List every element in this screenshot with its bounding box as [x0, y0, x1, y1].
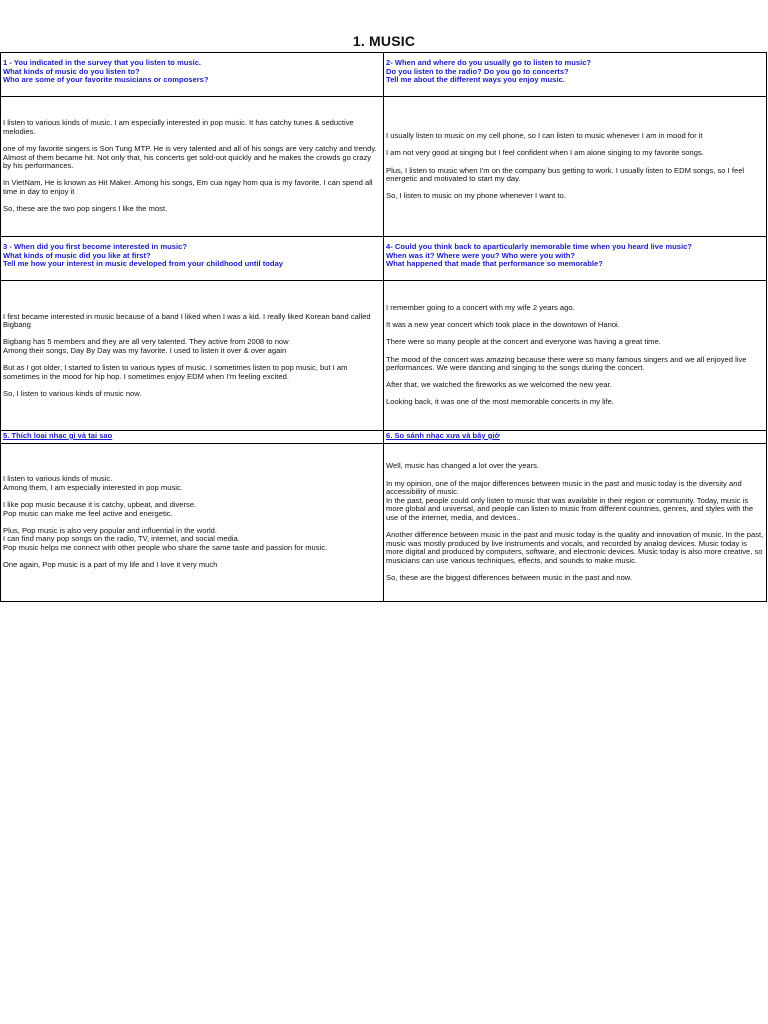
- answer-cell: [1, 444, 384, 602]
- answer-paragraph: But as I got older, I started to listen to various types of music. I sometimes listen to pop music, but I am sometimes in the mood for hip hop. I sometimes enjoy EDM when I'm feeling excited.: [3, 363, 348, 381]
- answer-paragraph: The mood of the concert was amazing because there were so many famous singers and we all enjoyed live performances. We were dancing and singing to the songs during the concert.: [386, 354, 747, 373]
- answer-paragraph: So, these are the biggest differences between music in the past and now.: [386, 573, 632, 583]
- page-title: 1. MUSIC: [352, 33, 416, 49]
- answer-paragraph: After that, we watched the fireworks as we welcomed the new year.: [386, 380, 612, 390]
- question-line: Who are some of your favorite musicians or composers?: [3, 75, 209, 85]
- answer-paragraph: one of my favorite singers is Son Tung MTP. He is very talented and all of his songs are very catchy and trendy. Almost of them became hit. Not only that, his concerts get sold-out quickly and he makes the crowds go crazy by his performances.: [3, 144, 377, 171]
- question-cell: [384, 53, 767, 97]
- answer-paragraph: I am not very good at singing but I feel confident when I am alone singing to my favorite songs.: [386, 148, 704, 158]
- question-cell: [1, 53, 384, 97]
- question-line: When was it? Where were you? Who were you with?: [386, 250, 576, 260]
- answer-cell: [384, 97, 767, 237]
- answer-paragraph: I listen to various kinds of music. Among them, I am especially interested in pop music.: [3, 474, 183, 492]
- answer-paragraph: There were so many people at the concert and everyone was having a great time.: [386, 337, 661, 347]
- answer-paragraph: I usually listen to music on my cell phone, so I can listen to music whenever I am in mood for it: [386, 131, 703, 141]
- answer-cell: [384, 444, 767, 602]
- answer-paragraph: Plus, I listen to music when I'm on the company bus getting to work. I usually listen to EDM songs, so I feel energetic and motivated to start my day.: [386, 165, 745, 184]
- answer-paragraph: Bigbang has 5 members and they are all very talented. They active from 2008 to now Among their songs, Day By Day was my favorite. I used to listen it over & over again: [3, 337, 289, 355]
- answer-row-3: [1, 444, 767, 602]
- answer-paragraph: Well, music has changed a lot over the years.: [386, 461, 540, 471]
- question-cell: [1, 237, 384, 281]
- question-cell: [384, 237, 767, 281]
- question-line: Do you listen to the radio? Do you go to concerts?: [386, 66, 569, 76]
- answer-paragraph: I first became interested in music because of a band I liked when I was a kid. I really liked Korean band called Bigbang: [3, 311, 371, 330]
- question-row-2: [1, 237, 767, 281]
- question-line: 2- When and where do you usually go to listen to music?: [386, 58, 592, 67]
- answer-cell: [1, 97, 384, 237]
- answer-paragraph: Looking back, it was one of the most memorable concerts in my life.: [386, 397, 614, 407]
- answer-paragraph: I listen to various kinds of music. I am especially interested in pop music. It has catchy tunes & seductive melodies.: [3, 118, 354, 136]
- question-line: Tell me how your interest in music developed from your childhood until today: [3, 259, 284, 269]
- answer-paragraph: Plus, Pop music is also very popular and influential in the world. I can find many pop songs on the radio, TV, internet, and social media. Pop music helps me connect with other people who share the same taste and passion for music.: [3, 525, 328, 552]
- question-line: 4- Could you think back to aparticularly memorable time when you heard live music?: [386, 242, 692, 251]
- question-line: 5. Thích loại nhạc gì và tại sao: [3, 431, 113, 440]
- question-cell: [1, 431, 384, 444]
- answer-row-2: [1, 281, 767, 431]
- answer-paragraph: In my opinion, one of the major differences between music in the past and music today is the diversity and accessibility of music. In the past, people could only listen to music that was available in their region or community. Today, music is more global and universal, and people can listen to music from different countries, genres, and styles with the use of the internet, media, and devices..: [386, 478, 754, 522]
- question-line: 3 - When did you first become interested in music?: [3, 242, 187, 251]
- answer-paragraph: I like pop music because it is catchy, upbeat, and diverse. Pop music can make me feel active and energetic.: [3, 500, 197, 518]
- answer-row-1: [1, 97, 767, 237]
- answer-paragraph: So, I listen to music on my phone whenever I want to.: [386, 191, 566, 201]
- answer-cell: [1, 281, 384, 431]
- answer-paragraph: I remember going to a concert with my wife 2 years ago.: [386, 302, 575, 312]
- question-line: 6. So sánh nhạc xưa và bây giờ: [386, 431, 500, 440]
- answer-paragraph: It was a new year concert which took place in the downtown of Hanoi.: [386, 320, 620, 330]
- qa-table: [0, 52, 767, 602]
- answer-paragraph: In VietNam, He is known as Hit Maker. Among his songs, Em cua ngay hom qua is my favorite. I can spend all time in day to enjoy it: [3, 178, 373, 196]
- answer-paragraph: One again, Pop music is a part of my life and I love it very much: [3, 560, 218, 570]
- question-cell: [384, 431, 767, 444]
- question-row-3: [1, 431, 767, 444]
- answer-cell: [384, 281, 767, 431]
- question-line: What kinds of music do you listen to?: [3, 66, 140, 76]
- question-line: 1 - You indicated in the survey that you listen to music.: [3, 58, 202, 67]
- answer-paragraph: So, I listen to various kinds of music now.: [3, 388, 142, 398]
- question-line: What happened that made that performance so memorable?: [386, 259, 603, 269]
- question-line: What kinds of music did you like at first?: [3, 250, 151, 260]
- question-line: Tell me about the different ways you enjoy music.: [386, 75, 565, 85]
- answer-paragraph: So, these are the two pop singers I like the most.: [3, 204, 168, 214]
- question-row-1: [1, 53, 767, 97]
- answer-paragraph: Another difference between music in the past and music today is the quality and innovation of music. In the past, music was mostly produced by live instruments and vocals, and recorded by analog devices. Music today is more digital and produced by computers, software, and electronic devices. Music today is also more creative, so musicians can use various techniques, effects, and sounds to make music.: [386, 530, 764, 565]
